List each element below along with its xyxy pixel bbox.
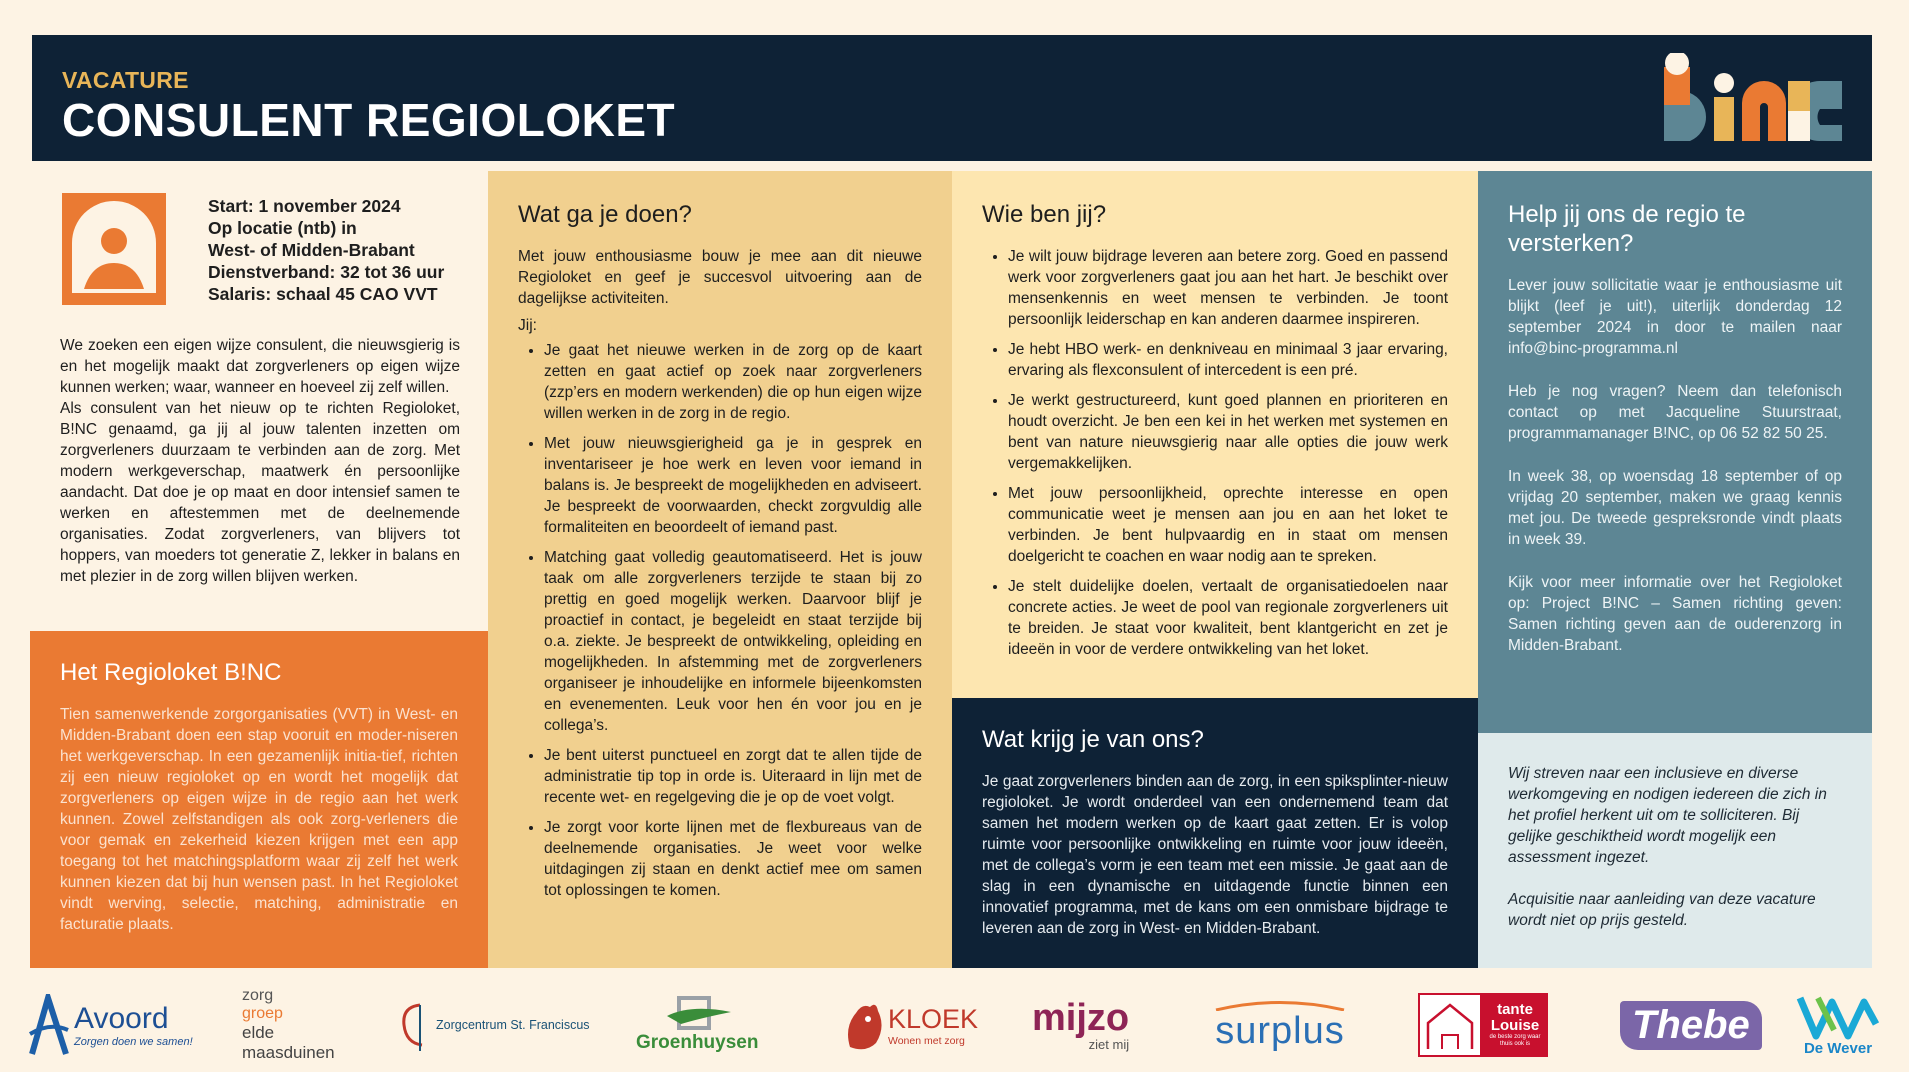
list-item: • Je stelt duidelijke doelen, vertaalt de organisatiedoelen naar concrete acties. Je weet de pool van regionale zorgverleners uit te breiden. Je staat voor kwaliteit, bent klantgericht en zet je ideeën in voor de verdere ontwikkeling van het loket. — [1008, 576, 1448, 660]
list-item: • Met jouw persoonlijkheid, oprechte interesse en open communicatie weet je mensen aan jou en aan het loket te verbinden. Je bent hulpvaardig en in staat om mensen doelgericht te coachen en waar nodig aan te spreken. — [1008, 483, 1448, 567]
regioloket-section — [30, 631, 488, 968]
mijzo-tagline: ziet mij — [1088, 1036, 1130, 1052]
thebe-logo — [1620, 990, 1762, 1060]
intro-paragraph: We zoeken een eigen wijze consulent, die nieuwsgierig is en het mogelijk maakt dat zorgverleners op eigen wijze kunnen werken; waar, wanneer en hoeveel zij zelf willen. — [60, 337, 460, 396]
surplus-name: surplus — [1215, 1010, 1345, 1052]
intro-paragraph: Als consulent van het nieuw op te richten Regioloket, B!NC genaamd, ga jij al jouw talenten inzetten om zorgverleners duurzaam te verbinden aan de zorg. Met modern werkgeverschap, maatwerk én persoonlijke aandacht. Dat doe je op maat en door intensief samen te werken en aftestemmen met de deelnemende organisaties. Zodat zorgverleners, van blijvers tot hoppers, van moeders tot generatie Z, lekker in balans en met plezier in de zorg willen blijven werken. — [60, 400, 460, 585]
list-item: • Je hebt HBO werk- en denkniveau en minimaal 3 jaar ervaring, ervaring als flexconsulent of intercedent is een pré. — [1008, 339, 1448, 381]
de-wever-icon — [1796, 994, 1880, 1040]
tante-word: tante — [1497, 1001, 1533, 1018]
offer-text: Je gaat zorgverleners binden aan de zorg, in een spiksplinter-nieuw regioloket. Je wordt onderdeel van een ondernemend team dat samen het modern werken op de kaart gaat zetten. Er is volop ruimte voor persoonlijke ontwikkeling en ruimte voor jouw ideeën, met de collega’s vorm je een team met een missie. Je gaat aan de slag in een dynamische en uitdagende functie binnen een innovatief programma, met de kans om een onmisbare bijdrage te leveren aan de zorg in West- en Midden-Brabant. — [982, 772, 1448, 937]
zorggroep-word: elde — [242, 1023, 275, 1042]
groenhuysen-icon — [661, 996, 733, 1032]
section-title: Wat ga je doen? — [518, 201, 692, 228]
list-item: • Je bent uiterst punctueel en zorgt dat te allen tijde de administratie tip top in orde is. Uiteraard in lijn met de recente wet- en regelgeving die je op de voet volgt. — [544, 745, 922, 808]
list-item: • Je gaat het nieuwe werken in de zorg op de kaart zetten en gaat actief op zoek naar zorgverleners (zzp’ers en modern werkenden) die op hun eigen wijze willen werken in de zorg in de regio. — [544, 340, 922, 424]
kloek-name: KLOEK — [888, 1003, 979, 1034]
tante-louise-logo — [1418, 990, 1548, 1060]
list-item: • Je zorgt voor korte lijnen met de flexbureaus van de deelnemende organisaties. Je weet voor welke uitdagingen zij staan en denkt actief mee om samen tot oplossingen te komen. — [544, 817, 922, 901]
zorggroep-logo — [242, 987, 335, 1062]
location-line: Op locatie (ntb) in — [208, 218, 357, 238]
start-date: Start: 1 november 2024 — [208, 196, 401, 216]
mijzo-name: mijzo — [1032, 996, 1130, 1039]
job-details — [208, 195, 478, 305]
apply-paragraph: Lever jouw sollicitatie waar je enthousiasme uit blijkt (leef je uit!), uiterlijk donderdag 12 september 2024 in door te mailen naar info@binc-programma.nl — [1508, 276, 1842, 357]
acquisition-note: Acquisitie naar aanleiding van deze vacature wordt niet op prijs gesteld. — [1508, 891, 1816, 929]
zorggroep-word: zorg — [242, 987, 274, 1004]
inclusion-text: Wij streven naar een inclusieve en diverse werkomgeving en nodigen iedereen die zich in het profiel herkent uit om te solliciteren. Bij gelijke geschiktheid wordt mogelijk een assessment ingezet. — [1508, 765, 1827, 866]
mijzo-logo — [1032, 990, 1129, 1060]
tasks-intro: Met jouw enthousiasme bouw je mee aan dit nieuwe Regioloket en geef je succesvol uitvoering aan de dagelijkse activiteiten. — [518, 247, 922, 307]
interview-paragraph: In week 38, op woensdag 18 september of op vrijdag 20 september, maken we graag kennis met jou. De tweede gespreksronde vindt plaats in week 39. — [1508, 467, 1842, 548]
section-title: Het Regioloket B!NC — [60, 659, 282, 686]
de-wever-logo — [1796, 990, 1880, 1060]
regioloket-text: Tien samenwerkende zorgorganisaties (VVT) in West- en Midden-Brabant doen een stap vooruit en moder-niseren het werkgeverschap. In een gezamenlijk initia-tief, richten zij een nieuw regioloket op en wordt het mogelijk dat zorgverleners op eigen wijze in de regio aan het werk kunnen. Zowel zelfstandigen als ook zorg-verleners die voor gemak en zekerheid kiezen krijgen met een app toegang tot het matchingsplatform waar zij zelf het werk kunnen kiezen dat bij hun wensen past. In het Regioloket vindt werving, selectie, matching, administratie en facturatie plaats. — [60, 705, 458, 933]
avoord-name: Avoord — [74, 1002, 169, 1035]
partner-logos — [0, 980, 1909, 1072]
employment-hours: Dienstverband: 32 tot 36 uur — [208, 262, 445, 282]
job-summary-section — [30, 171, 488, 631]
binc-logo — [1664, 53, 1854, 143]
section-title: Wie ben jij? — [982, 201, 1107, 228]
surplus-logo — [1212, 990, 1348, 1060]
list-item: • Je wilt jouw bijdrage leveren aan betere zorg. Goed en passend werk voor zorgverleners gaat jou aan het hart. Je beschikt over mensenkennis en weet mensen te verbinden. Je toont persoonlijk leiderschap en kan anderen daarmee inspireren. — [1008, 246, 1448, 330]
list-item: • Je werkt gestructureerd, kunt goed plannen en prioriteren en houdt overzicht. Je ben een kei in het werken met systemen en bent van nature nieuwsgierig naar alle opties die jouw werk vergemakkelijken. — [1008, 390, 1448, 474]
section-title: Wat krijg je van ons? — [982, 726, 1204, 753]
offer-section — [952, 698, 1478, 968]
zorggroep-word: groep — [242, 1005, 283, 1022]
tasks-section — [488, 171, 952, 968]
franciscus-icon — [398, 997, 434, 1053]
page-title: CONSULENT REGIOLOKET — [62, 94, 676, 146]
header-banner — [32, 35, 1872, 161]
more-info-paragraph: Kijk voor meer informatie over het Regioloket op: Project B!NC – Samen richting geven: Samen richting geven aan de ouderenzorg in Midden-Brabant. — [1508, 573, 1842, 654]
zorggroep-word: maasduinen — [242, 1043, 335, 1062]
groenhuysen-name: Groenhuysen — [636, 1032, 759, 1053]
rooster-icon — [842, 997, 886, 1053]
tasks-list — [518, 340, 922, 901]
louise-word: Louise — [1490, 1017, 1540, 1034]
thebe-name: Thebe — [1620, 1001, 1762, 1050]
profile-list — [982, 246, 1448, 660]
kloek-tagline: Wonen met zorg — [888, 1034, 965, 1047]
list-item: • Met jouw nieuwsgierigheid ga je in gesprek en inventariseer je hoe werk en leven voor iemand in balans is. Je bespreekt de mogelijkheden en adviseert. Je bespreekt de voorwaarden, checkt zorgvuldig alle formaliteiten en beoordeelt of iemand past. — [544, 433, 922, 538]
location-region: West- of Midden-Brabant — [208, 240, 415, 260]
apply-section — [1478, 171, 1872, 733]
avoord-tagline: Zorgen doen we samen! — [74, 1036, 193, 1048]
kloek-logo — [842, 990, 978, 1060]
house-icon — [1418, 993, 1482, 1057]
list-item: • Matching gaat volledig geautomatiseerd. Het is jouw taak om alle zorgverleners terzijde te staan bij zo prettig en goed mogelijk werken. Daarvoor blijf je proactief in contact, je begeleidt en staat terzijde bij o.a. ziekte. Je bespreekt de ontwikkeling, opleiding en mogelijkheden. In afstemming met de zorgverleners organiseer je inhoudelijke en informele bijeenkomsten en evenementen. Leuk voor hen én voor jou en je collega’s. — [544, 547, 922, 736]
salary: Salaris: schaal 45 CAO VVT — [208, 284, 438, 304]
groenhuysen-logo — [636, 990, 758, 1060]
avoord-icon — [28, 994, 70, 1056]
franciscus-name: Zorgcentrum St. Franciscus — [436, 1018, 590, 1032]
consultant-icon — [62, 193, 166, 305]
tasks-jij-label: Jij: — [518, 316, 537, 334]
section-title: Help jij ons de regio te versterken? — [1508, 201, 1746, 257]
avoord-logo — [28, 990, 193, 1060]
inclusion-section — [1478, 733, 1872, 968]
vacature-label: VACATURE — [62, 67, 189, 93]
contact-paragraph: Heb je nog vragen? Neem dan telefonisch contact op met Jacqueline Stuurstraat, programmamanager B!NC, op 06 52 82 50 25. — [1508, 382, 1842, 442]
intro-text — [60, 335, 460, 587]
franciscus-logo — [398, 990, 590, 1060]
de-wever-name: De Wever — [1803, 1039, 1873, 1057]
tante-tagline: de beste zorg waar thuis ook is — [1489, 1034, 1541, 1047]
profile-section — [952, 171, 1478, 698]
